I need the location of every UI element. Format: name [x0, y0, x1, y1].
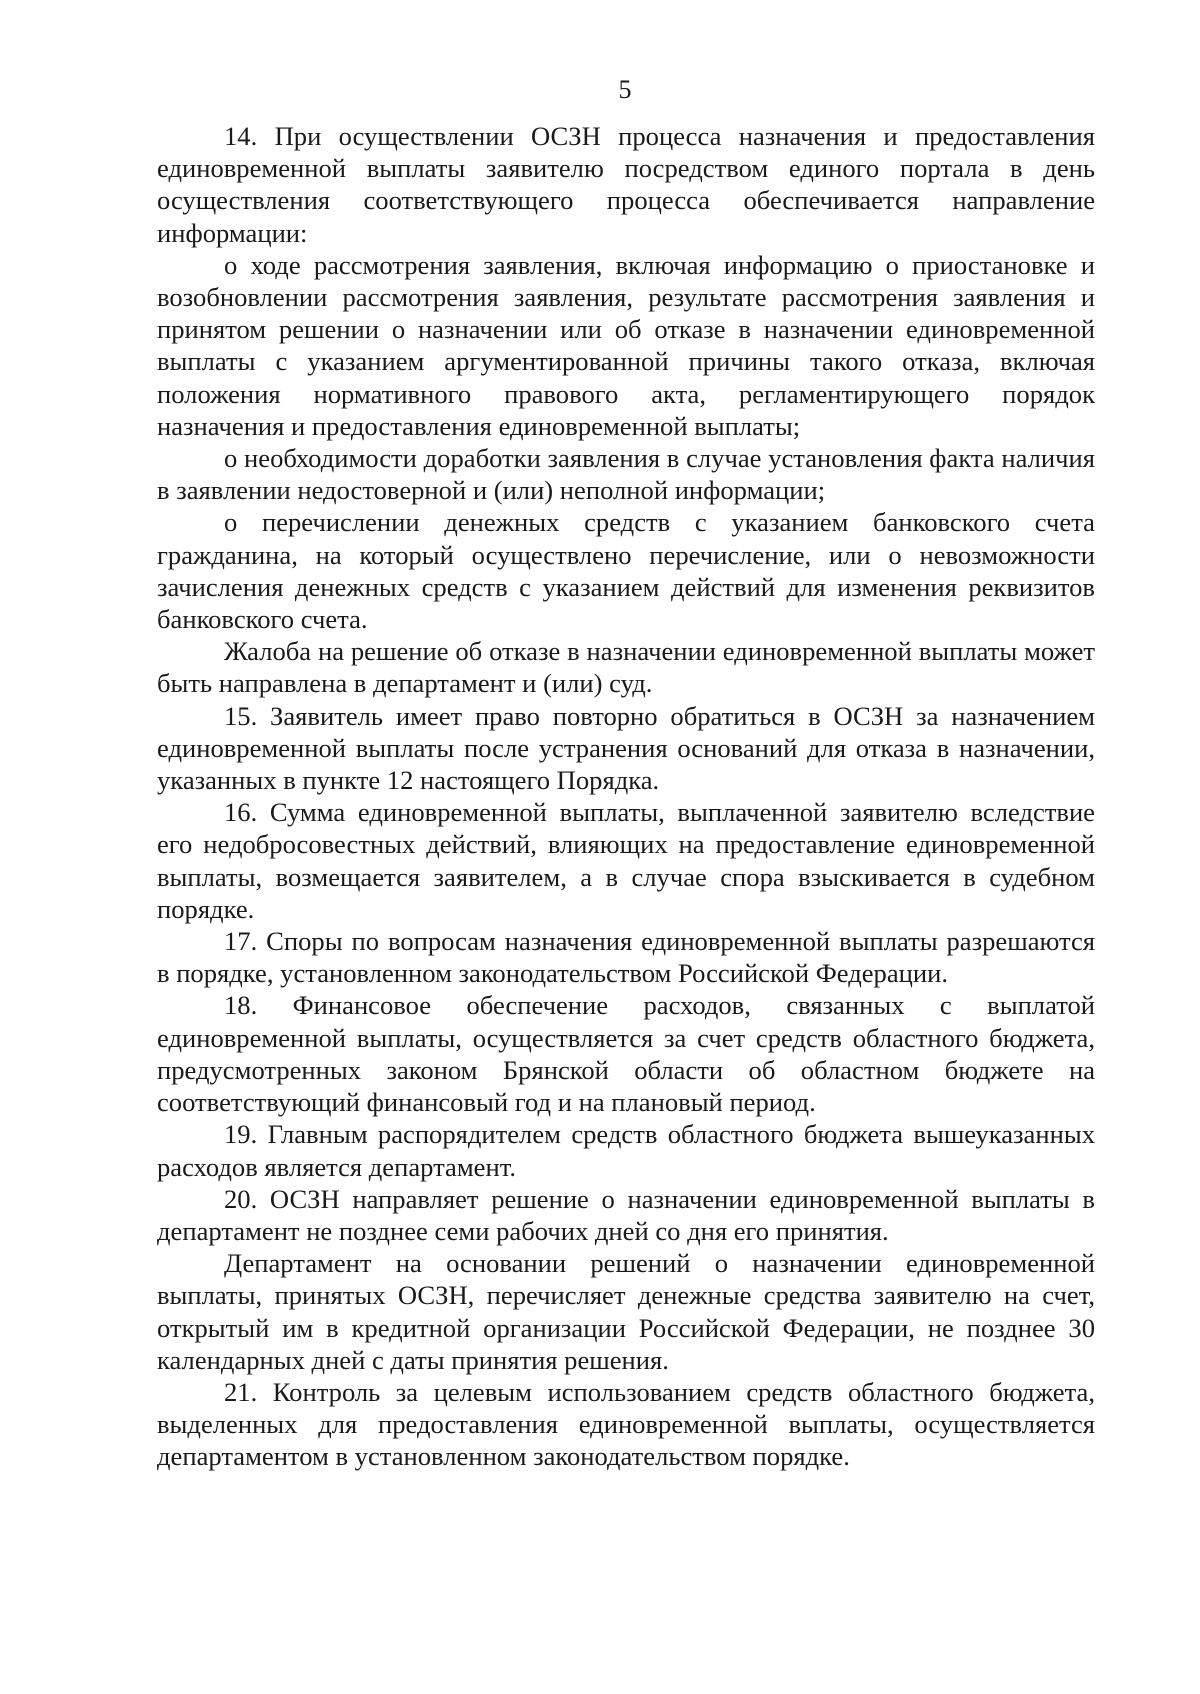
paragraph-18: 18. Финансовое обеспечение расходов, связанных с выплатой единовременной выплаты, осуществляется за счет средств областного бюджета, предусмотренных законом Брянской области об областном бюджете на соответствующий финансовый год и на плановый период. — [157, 990, 1095, 1118]
paragraph-department-transfer: Департамент на основании решений о назначении единовременной выплаты, принятых ОСЗН, перечисляет денежные средства заявителю на счет, открытый им в кредитной организации Российской Федерации, не позднее 30 календарных дней с даты принятия решения. — [157, 1248, 1095, 1375]
document-body — [157, 120, 1095, 1473]
paragraph-16: 16. Сумма единовременной выплаты, выплаченной заявителю вследствие его недобросовестных действий, влияющих на предоставление единовременной выплаты, возмещается заявителем, а в случае спора взыскивается в судебном порядке. — [157, 797, 1095, 924]
paragraph-19: 19. Главным распорядителем средств областного бюджета вышеуказанных расходов является департамент. — [157, 1119, 1095, 1182]
paragraph-14-info-revision: о необходимости доработки заявления в случае установления факта наличия в заявлении недостоверной и (или) неполной информации; — [157, 443, 1095, 506]
paragraph-complaint: Жалоба на решение об отказе в назначении единовременной выплаты может быть направлена в департамент и (или) суд. — [157, 636, 1095, 699]
paragraph-21: 21. Контроль за целевым использованием средств областного бюджета, выделенных для предоставления единовременной выплаты, осуществляется департаментом в установленном законодательством порядке. — [157, 1376, 1095, 1472]
paragraph-17: 17. Споры по вопросам назначения единовременной выплаты разрешаются в порядке, установленном законодательством Российской Федерации. — [157, 926, 1095, 989]
paragraph-14-info-review: о ходе рассмотрения заявления, включая информацию о приостановке и возобновлении рассмотрения заявления, результате рассмотрения заявления и принятом решении о назначении или об отказе в назначении единовременной выплаты с указанием аргументированной причины такого отказа, включая положения нормативного правового акта, регламентирующего порядок назначения и предоставления единовременной выплаты; — [157, 249, 1095, 441]
paragraph-20: 20. ОСЗН направляет решение о назначении единовременной выплаты в департамент не позднее семи рабочих дней со дня его принятия. — [157, 1183, 1095, 1246]
paragraph-14: 14. При осуществлении ОСЗН процесса назначения и предоставления единовременной выплаты заявителю посредством единого портала в день осуществления соответствующего процесса обеспечивается направление информации: — [157, 121, 1095, 248]
paragraph-15: 15. Заявитель имеет право повторно обратиться в ОСЗН за назначением единовременной выплаты после устранения оснований для отказа в назначении, указанных в пункте 12 настоящего Порядка. — [157, 700, 1095, 796]
page-number: 5 — [618, 75, 632, 104]
paragraph-14-info-transfer: о перечислении денежных средств с указанием банковского счета гражданина, на который осуществлено перечисление, или о невозможности зачисления денежных средств с указанием действий для изменения реквизитов банковского счета. — [157, 507, 1095, 635]
